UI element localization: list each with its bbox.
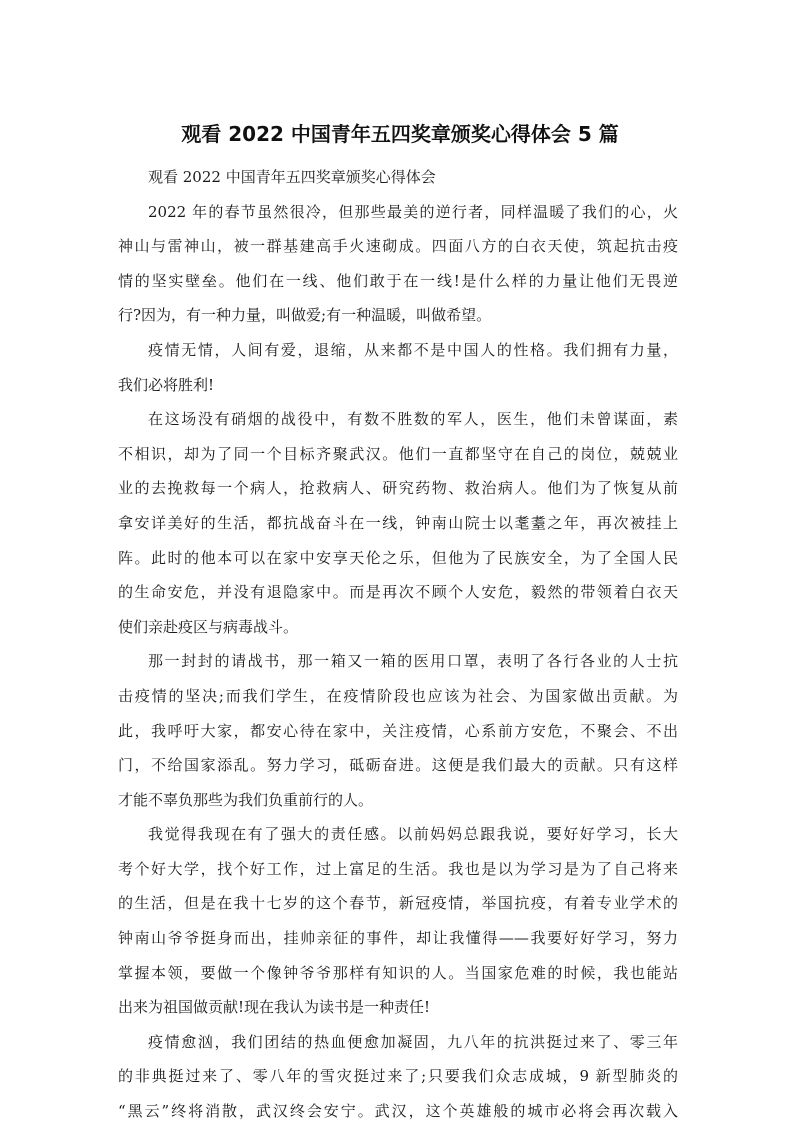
text-line: 出来为祖国做贡献!现在我认为读书是一种责任!	[118, 998, 431, 1017]
text-line: 才能不辜负那些为我们负重前行的人。	[118, 790, 374, 809]
text-line: 击疫情的坚决;而我们学生，在疫情阶段也应该为社会、为国家做出贡献。为	[118, 686, 678, 705]
text-line: 使们亲赴疫区与病毒战斗。	[118, 617, 299, 636]
text-line: 业的去挽救每一个病人，抢救病人、研究药物、救治病人。他们为了恢复从前	[118, 479, 678, 498]
text-line: 考个好大学，找个好工作，过上富足的生活。我也是以为学习是为了自己将来	[118, 859, 678, 878]
text-line: 我们必将胜利!	[118, 375, 215, 394]
text-line: 的非典挺过来了、零八年的雪灾挺过来了;只要我们众志成城，9 新型肺炎的	[118, 1067, 678, 1086]
text-line: 2022 年的春节虽然很冷，但那些最美的逆行者，同样温暖了我们的心，火	[148, 202, 678, 221]
text-line: 门，不给国家添乱。努力学习，砥砺奋进。这便是我们最大的贡献。只有这样	[118, 756, 678, 775]
text-line: 在这场没有硝烟的战役中，有数不胜数的军人，医生，他们未曾谋面，素	[148, 410, 678, 429]
text-line: 疫情愈汹，我们团结的热血便愈加凝固，九八年的抗洪挺过来了、零三年	[148, 1032, 678, 1051]
text-line: 疫情无情，人间有爱，退缩，从来都不是中国人的性格。我们拥有力量，	[148, 340, 678, 359]
text-line: 行?因为，有一种力量，叫做爱;有一种温暖，叫做希望。	[118, 306, 492, 325]
text-line: 那一封封的请战书，那一箱又一箱的医用口罩，表明了各行各业的人士抗	[148, 652, 678, 671]
text-line: 阵。此时的他本可以在家中安享天伦之乐，但他为了民族安全，为了全国人民	[118, 548, 678, 567]
text-line: “黑云”终将消散，武汉终会安宁。武汉，这个英雄般的城市必将会再次载入	[118, 1102, 678, 1121]
text-line: 拿安详美好的生活，都抗战奋斗在一线，钟南山院士以耄耋之年，再次被挂上	[118, 513, 678, 532]
text-line: 此，我呼吁大家，都安心待在家中，关注疫情，心系前方安危，不聚会、不出	[118, 721, 678, 740]
text-line: 不相识，却为了同一个目标齐聚武汉。他们一直都坚守在自己的岗位，兢兢业	[118, 444, 678, 463]
text-line: 钟南山爷爷挺身而出，挂帅亲征的事件，却让我懂得——我要好好学习，努力	[118, 929, 678, 948]
text-line: 掌握本领，要做一个像钟爷爷那样有知识的人。当国家危难的时候，我也能站	[118, 963, 678, 982]
document-body	[118, 160, 678, 1129]
text-line: 的生活，但是在我十七岁的这个春节，新冠疫情，举国抗疫，有着专业学术的	[118, 894, 678, 913]
text-line: 我觉得我现在有了强大的责任感。以前妈妈总跟我说，要好好学习，长大	[148, 825, 678, 844]
text-line: 神山与雷神山，被一群基建高手火速砌成。四面八方的白衣天使，筑起抗击疫	[118, 237, 678, 256]
text-line: 情的坚实壁垒。他们在一线、他们敢于在一线!是什么样的力量让他们无畏逆	[118, 271, 678, 290]
text-line: 的生命安危，并没有退隐家中。而是再次不顾个人安危，毅然的带领着白衣天	[118, 583, 678, 602]
text-line: 观看 2022 中国青年五四奖章颁奖心得体会	[148, 168, 436, 186]
document-title: 观看 2022 中国青年五四奖章颁奖心得体会 5 篇	[181, 122, 619, 146]
